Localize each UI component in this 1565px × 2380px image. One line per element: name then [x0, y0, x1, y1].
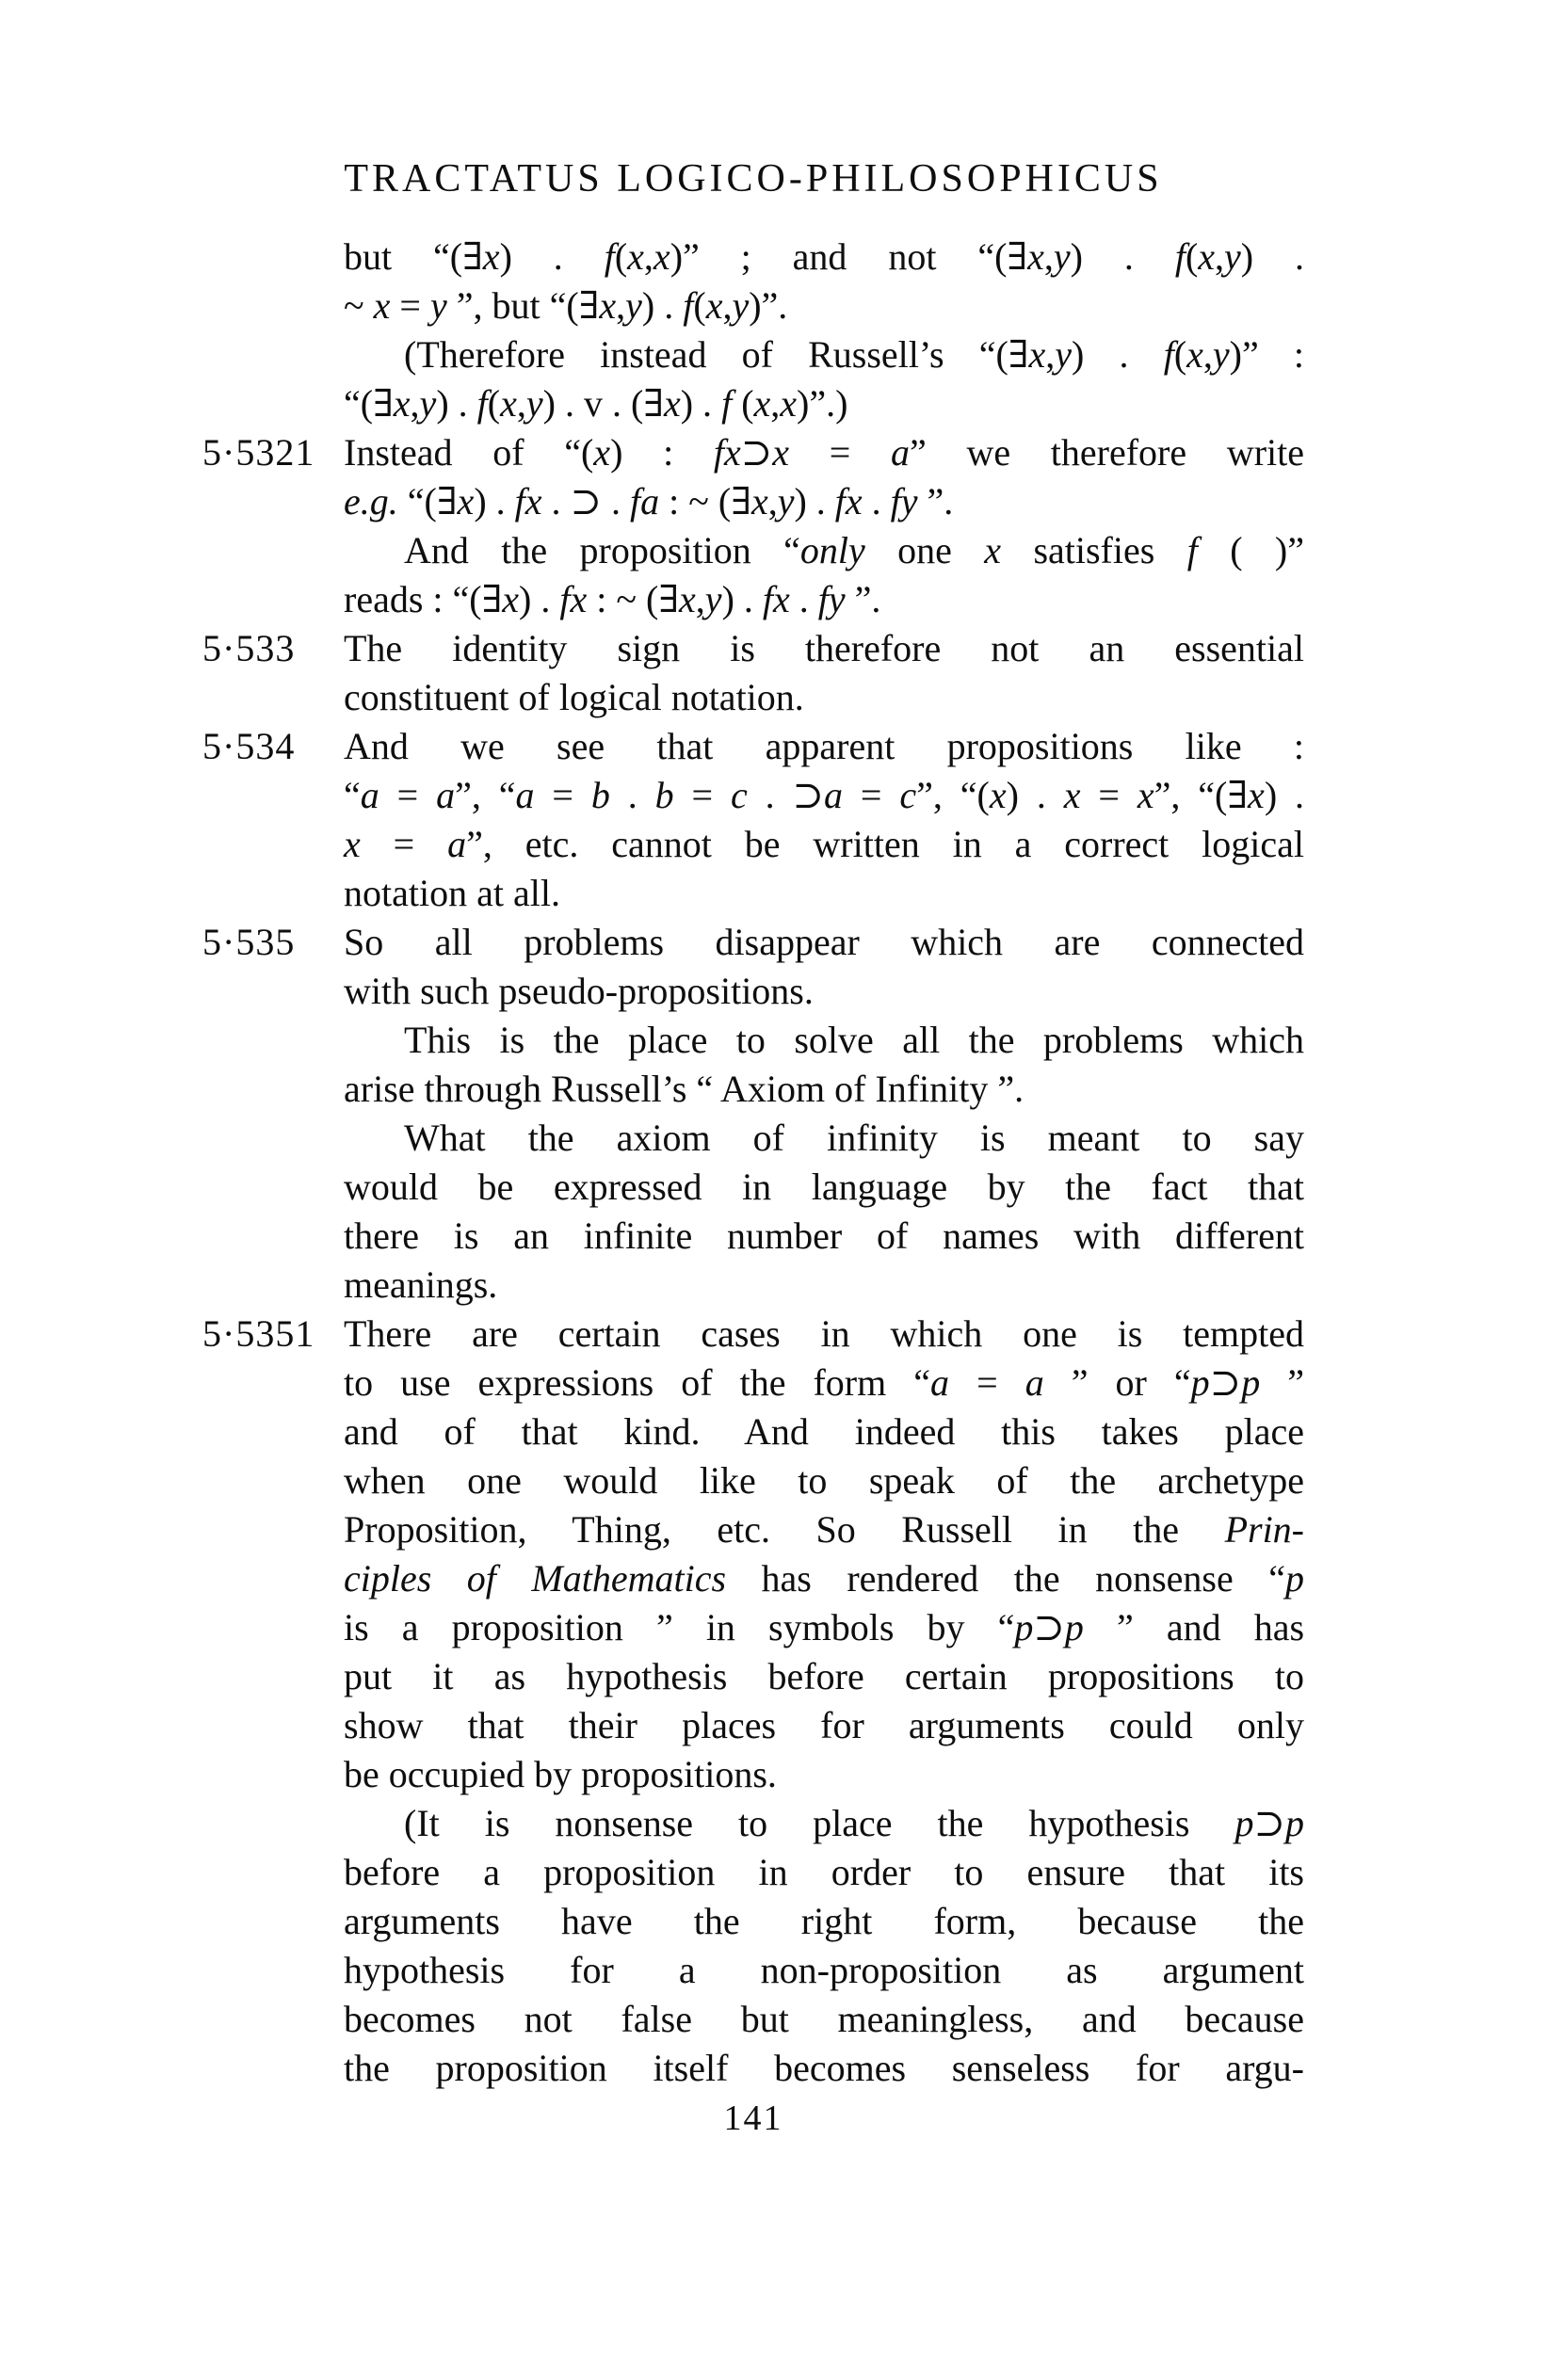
text-line: This is the place to solve all the problems which	[404, 1019, 1304, 1061]
text-line: the proposition itself becomes senseless for argu-	[344, 2047, 1304, 2089]
text-line: put it as hypothesis before certain propositions to	[344, 1655, 1304, 1697]
text-line: The identity sign is therefore not an essential	[344, 627, 1304, 669]
text-line: there is an infinite number of names with different	[344, 1214, 1304, 1257]
text-line: What the axiom of infinity is meant to say	[404, 1117, 1304, 1159]
text-line: “a = a”, “a = b . b = c . ⊃a = c”, “(x) . x = x”, “(∃x) .	[344, 774, 1305, 816]
section-number: 5·535	[202, 921, 296, 963]
paragraph	[344, 1799, 1304, 2093]
text-line: And the proposition “only one x satisfies f ( )”	[404, 529, 1304, 571]
text-line: meanings.	[344, 1263, 498, 1306]
paragraph	[202, 722, 1305, 918]
text-line: “(∃x,y) . f(x,y) . v . (∃x) . f (x,x)”.)	[344, 382, 848, 425]
text-line: (Therefore instead of Russell’s “(∃x,y) . f(x,y)” :	[404, 333, 1305, 376]
paragraph	[202, 428, 1305, 526]
page-title: TRACTATUS LOGICO-PHILOSOPHICUS	[344, 157, 1163, 201]
section-number: 5·5321	[202, 431, 315, 474]
paragraph	[344, 233, 1304, 330]
text-line: is a proposition ” in symbols by “p⊃p ” and has	[344, 1606, 1305, 1648]
paragraph	[344, 526, 1304, 624]
paragraph	[202, 624, 1304, 722]
text-line: reads : “(∃x) . fx : ~ (∃x,y) . fx . fy ”.	[344, 578, 881, 620]
paragraph	[202, 918, 1304, 1016]
text-line: ciples of Mathematics has rendered the nonsense “p	[344, 1557, 1304, 1600]
text-line: with such pseudo-propositions.	[344, 970, 814, 1012]
section-number: 5·5351	[202, 1312, 315, 1355]
text-line: would be expressed in language by the fact that	[344, 1166, 1304, 1208]
text-line: Instead of “(x) : fx⊃x = a” we therefore write	[344, 431, 1305, 474]
text-line: x = a”, etc. cannot be written in a correct logical	[344, 823, 1305, 865]
text-line: constituent of logical notation.	[344, 676, 804, 718]
section-number: 5·533	[202, 627, 296, 669]
text-line: ~ x = y ”, but “(∃x,y) . f(x,y)”.	[344, 284, 788, 327]
text-line: hypothesis for a non-proposition as argument	[344, 1949, 1304, 1991]
text-line: arguments have the right form, because the	[344, 1900, 1304, 1942]
paragraph	[344, 1114, 1304, 1310]
text-line: but “(∃x) . f(x,x)” ; and not “(∃x,y) . f(x,y) .	[344, 235, 1305, 278]
text-line: notation at all.	[344, 872, 560, 914]
text-line: before a proposition in order to ensure that its	[344, 1851, 1304, 1893]
paragraph	[344, 330, 1304, 428]
text-block	[202, 233, 1304, 2093]
text-line: There are certain cases in which one is tempted	[344, 1312, 1304, 1355]
section-number: 5·534	[202, 725, 296, 767]
text-line: and of that kind. And indeed this takes place	[344, 1410, 1304, 1453]
page-number: 141	[723, 2099, 783, 2138]
text-line: when one would like to speak of the archetype	[344, 1459, 1304, 1502]
paragraph	[202, 1310, 1305, 1799]
text-line: So all problems disappear which are connected	[344, 921, 1304, 963]
text-line: (It is nonsense to place the hypothesis p⊃p	[404, 1802, 1304, 1844]
text-line: show that their places for arguments could only	[344, 1704, 1304, 1746]
text-line: arise through Russell’s “ Axiom of Infinity ”.	[344, 1068, 1025, 1110]
text-line: to use expressions of the form “a = a ” or “p⊃p ”	[344, 1361, 1304, 1404]
text-line: e.g. “(∃x) . fx . ⊃ . fa : ~ (∃x,y) . fx . fy ”.	[344, 480, 954, 523]
paragraph	[344, 1016, 1304, 1114]
text-line: And we see that apparent propositions like :	[344, 725, 1304, 767]
text-line: becomes not false but meaningless, and because	[344, 1998, 1304, 2040]
text-line: Proposition, Thing, etc. So Russell in the Prin-	[344, 1508, 1304, 1551]
text-line: be occupied by propositions.	[344, 1753, 777, 1795]
